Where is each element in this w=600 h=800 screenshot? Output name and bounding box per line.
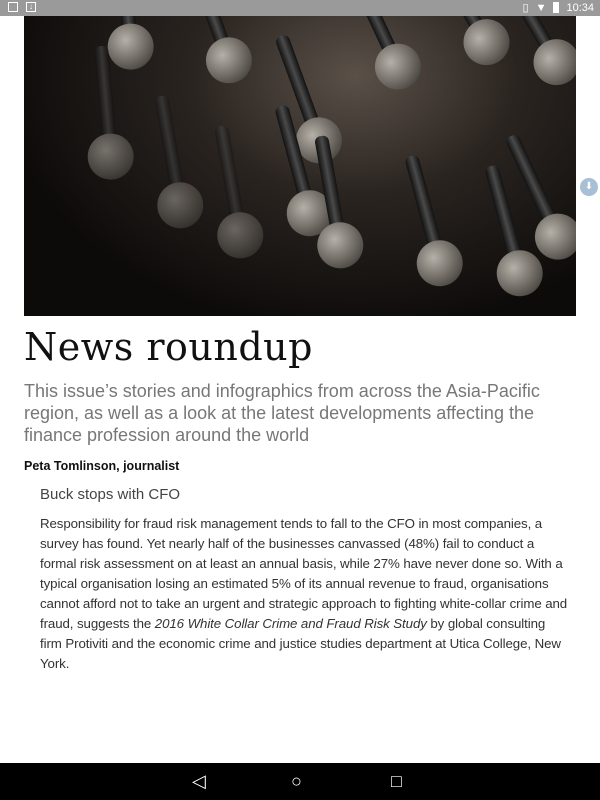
recents-button[interactable]: □ <box>391 771 402 791</box>
hero-image-microphones <box>24 16 576 316</box>
byline: Peta Tomlinson, journalist <box>24 459 180 473</box>
back-button[interactable]: ◁ <box>192 771 206 791</box>
download-button[interactable]: ⬇ <box>580 178 598 196</box>
wifi-icon: ▼ <box>535 1 547 14</box>
vibrate-icon: ▯ <box>522 2 529 14</box>
home-button[interactable]: ○ <box>291 771 302 791</box>
body-text: Responsibility for fraud risk management tends to fall to the CFO in most companies, a survey has found. Yet nearly half of the businesses canvassed (48%) fail to conduct a formal risk assessment on at least an annual basis, while 27% have never done so. With a typical organisation losing an estimated 5% of its annual revenue to fraud, organisations cannot afford not to take an urgent and strategic approach to fighting white-collar crime and fraud, suggests the <box>40 516 568 631</box>
article-title: News roundup <box>24 325 313 369</box>
body-text-end: by global consulting firm Protiviti and the economic crime and justice studies department at Utica College, New York. <box>40 616 561 671</box>
download-icon: ↓ <box>26 2 36 12</box>
clock: 10:34 <box>566 1 594 14</box>
article-subtitle: This issue’s stories and infographics from across the Asia-Pacific region, as well as a look at the latest developments affecting the finance profession around the world <box>24 381 540 445</box>
battery-icon <box>553 2 559 13</box>
article-body <box>40 514 570 674</box>
navigation-bar <box>0 763 600 800</box>
image-icon <box>8 2 18 12</box>
status-bar <box>0 0 600 16</box>
article <box>24 16 576 674</box>
section-heading: Buck stops with CFO <box>40 486 181 503</box>
study-title: 2016 White Collar Crime and Fraud Risk Study <box>154 616 427 631</box>
